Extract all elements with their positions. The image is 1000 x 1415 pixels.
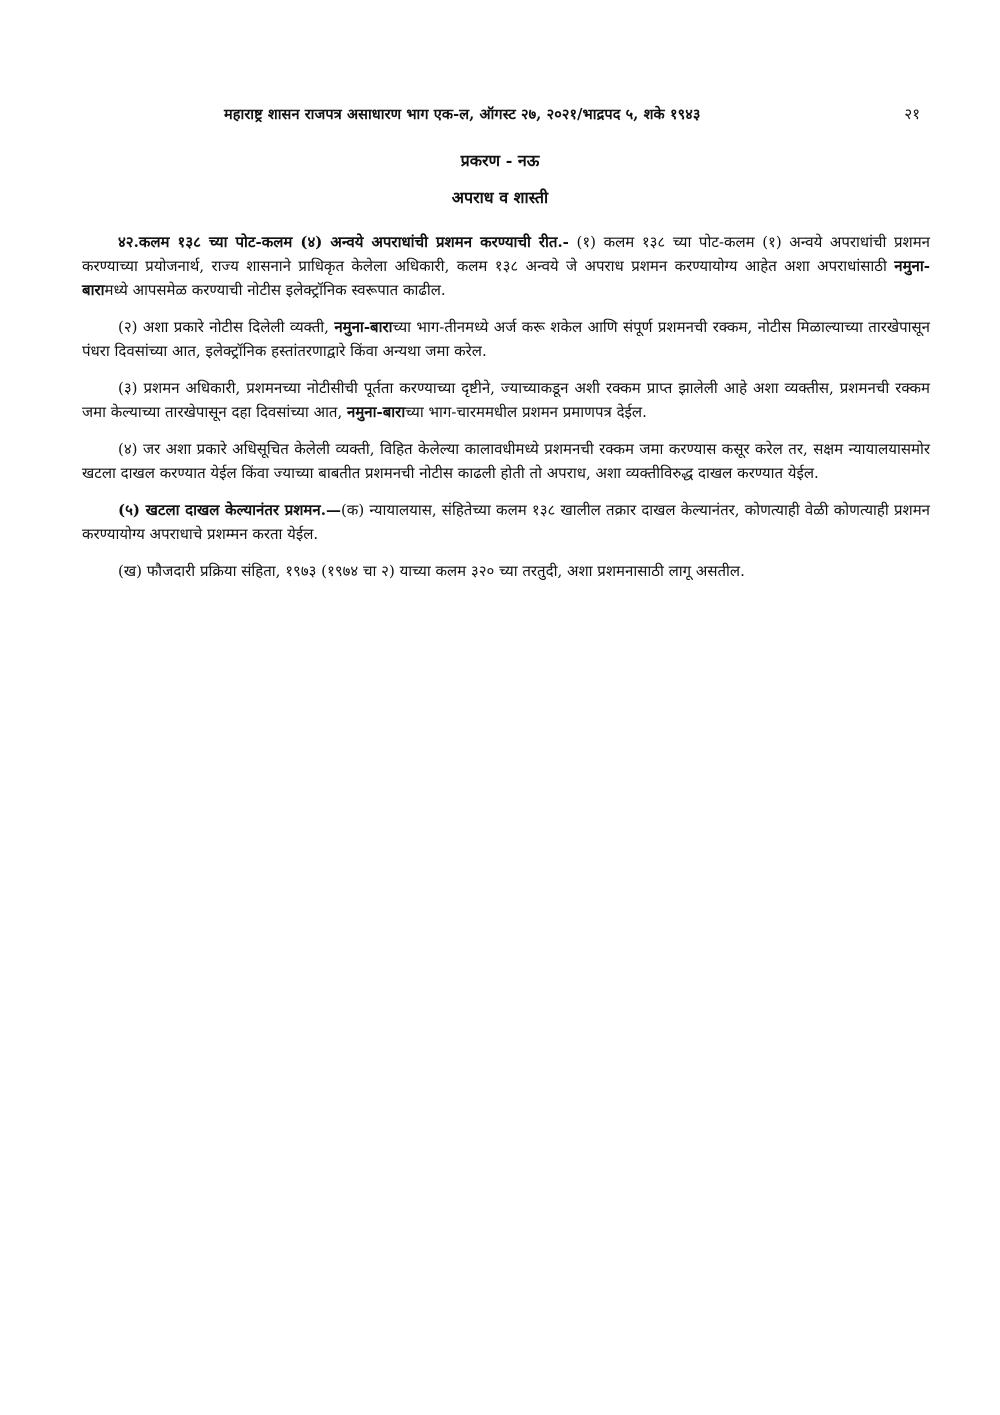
paragraph-1-text-a: (१) कलम १३८ च्या पोट-कलम (१) अन्वये अपराधांची प्रशमन करण्याच्या प्रयोजनार्थ, राज्य शासनाने प्राधिकृत केलेला अधिकारी, कलम १३८ अन्वये जे अपराध प्रशमन करण्यायोग्य आहेत अशा अपराधांसाठी xyxy=(82,233,930,275)
paragraph-2-text-b: च्या भाग-तीनमध्ये अर्ज करू शकेल आणि संपूर्ण प्रशमनची रक्कम, नोटीस मिळाल्याच्या तारखेपासून पंधरा दिवसांच्या आत, इलेक्ट्रॉनिक हस्तांतरणाद्वारे किंवा अन्यथा जमा करेल. xyxy=(82,318,930,360)
form-reference: नमुना-बारा xyxy=(347,403,406,421)
paragraph-3 xyxy=(82,376,930,424)
running-title: महाराष्ट्र शासन राजपत्र असाधारण भाग एक-ल, ऑगस्ट २७, २०२१/भाद्रपद ५, शके १९४३ xyxy=(224,106,701,123)
paragraph-3-text-b: च्या भाग-चारममधील प्रशमन प्रमाणपत्र देईल. xyxy=(405,403,647,421)
paragraph-1 xyxy=(82,230,930,302)
section-heading: ४२.कलम १३८ च्या पोट-कलम (४) अन्वये अपराधांची प्रशमन करण्याची रीत.- xyxy=(118,233,569,251)
chapter-number: प्रकरण - नऊ xyxy=(460,151,540,170)
paragraph-3-text-a: (३) प्रशमन अधिकारी, प्रशमनच्या नोटीसीची पूर्तता करण्याच्या दृष्टीने, ज्याच्याकडून अशी रक्कम प्राप्त झालेली आहे अशा व्यक्तीस, प्रशमनची रक्कम जमा केल्याच्या तारखेपासून दहा दिवसांच्या आत, xyxy=(82,379,930,421)
paragraph-2-text-a: (२) अशा प्रकारे नोटीस दिलेली व्यक्ती, xyxy=(118,318,335,336)
paragraph-1-text-b: मध्ये आपसमेळ करण्याची नोटीस इलेक्ट्रॉनिक स्वरूपात काढील. xyxy=(104,281,446,299)
form-reference: नमुना-बारा xyxy=(334,318,393,336)
paragraph-2 xyxy=(82,315,930,363)
subsection-heading: (५) खटला दाखल केल्यानंतर प्रशमन.— xyxy=(118,501,341,519)
paragraph-6: (ख) फौजदारी प्रक्रिया संहिता, १९७३ (१९७४ चा २) याच्या कलम ३२० च्या तरतुदी, अशा प्रशमनासाठी लागू असतील. xyxy=(118,562,745,580)
running-header xyxy=(82,104,920,126)
chapter-title: अपराध व शास्ती xyxy=(451,188,549,207)
paragraph-4: (४) जर अशा प्रकारे अधिसूचित केलेली व्यक्ती, विहित केलेल्या कालावधीमध्ये प्रशमनची रक्कम जमा करण्यास कसूर करेल तर, सक्षम न्यायालयासमोर खटला दाखल करण्यात येईल किंवा ज्याच्या बाबतीत प्रशमनची नोटीस काढली होती तो अपराध, अशा व्यक्तीविरुद्ध दाखल करण्यात येईल. xyxy=(82,440,930,482)
form-reference: नमुना-बारा xyxy=(82,257,930,299)
paragraph-5-text: (क) न्यायालयास, संहितेच्या कलम १३८ खालील तक्रार दाखल केल्यानंतर, कोणत्याही वेळी कोणत्याही प्रशमन करण्यायोग्य अपराधाचे प्रशम्मन करता येईल. xyxy=(82,501,930,543)
paragraph-5 xyxy=(82,498,930,546)
page-number: २१ xyxy=(904,105,920,123)
section-body xyxy=(82,230,930,596)
